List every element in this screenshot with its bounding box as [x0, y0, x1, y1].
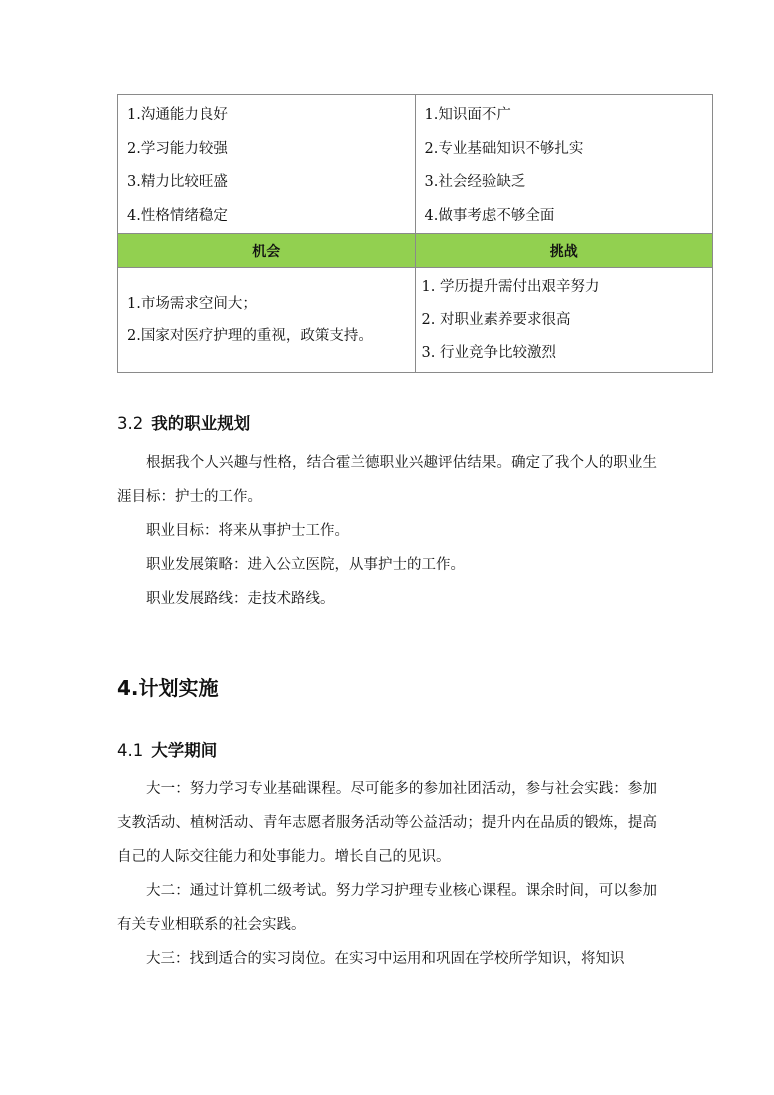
section-number: 4.1: [117, 741, 144, 760]
weakness-item: 2.专业基础知识不够扎实: [424, 140, 584, 157]
threats-header: 挑战: [415, 234, 713, 268]
weaknesses-cell: [415, 95, 713, 234]
swot-table: [117, 94, 713, 373]
paragraph: 根据我个人兴趣与性格，结合霍兰德职业兴趣评估结果。确定了我个人的职业生涯目标：护士的工作。: [117, 455, 657, 505]
opportunity-item: 1.市场需求空间大；: [127, 296, 257, 312]
paragraph: 职业发展策略：进入公立医院，从事护士的工作。: [146, 557, 465, 573]
threats-cell: [415, 268, 713, 373]
paragraph: 大一：努力学习专业基础课程。尽可能多的参加社团活动，参与社会实践：参加支教活动、植树活动、青年志愿者服务活动等公益活动；提升内在品质的锻炼，提高自己的人际交往能力和处事能力。增长自己的见识。: [117, 781, 657, 865]
opportunities-cell: [118, 268, 416, 373]
section-heading-3-2: [117, 410, 250, 434]
section-heading-4: 4.计划实施: [117, 676, 219, 700]
section-title: 我的职业规划: [151, 414, 251, 433]
paragraph: 大二：通过计算机二级考试。努力学习护理专业核心课程。课余时间，可以参加有关专业相联系的社会实践。: [117, 883, 657, 933]
section-number: 3.2: [117, 414, 144, 433]
strength-item: 3.精力比较旺盛: [127, 174, 228, 190]
strength-item: 2.学习能力较强: [127, 140, 228, 157]
weakness-item: 1.知识面不广: [424, 107, 511, 123]
paragraph: 职业发展路线：走技术路线。: [146, 591, 335, 607]
weakness-item: 3.社会经验缺乏: [424, 174, 526, 190]
opportunities-header: 机会: [118, 234, 416, 268]
section-title: 大学期间: [151, 741, 218, 760]
strength-item: 4.性格情绪稳定: [127, 207, 228, 224]
threat-item: 3. 行业竞争比较激烈: [421, 344, 556, 361]
opportunity-item: 2.国家对医疗护理的重视，政策支持。: [127, 328, 373, 344]
threat-item: 2. 对职业素养要求很高: [421, 311, 571, 328]
paragraph: 大三：找到适合的实习岗位。在实习中运用和巩固在学校所学知识，将知识: [146, 951, 625, 967]
strengths-cell: [118, 95, 416, 234]
section-heading-4-1: [117, 737, 217, 761]
threat-item: 1. 学历提升需付出艰辛努力: [421, 278, 600, 295]
strength-item: 1.沟通能力良好: [127, 107, 228, 123]
paragraph: 职业目标：将来从事护士工作。: [146, 523, 349, 539]
weakness-item: 4.做事考虑不够全面: [424, 207, 555, 224]
